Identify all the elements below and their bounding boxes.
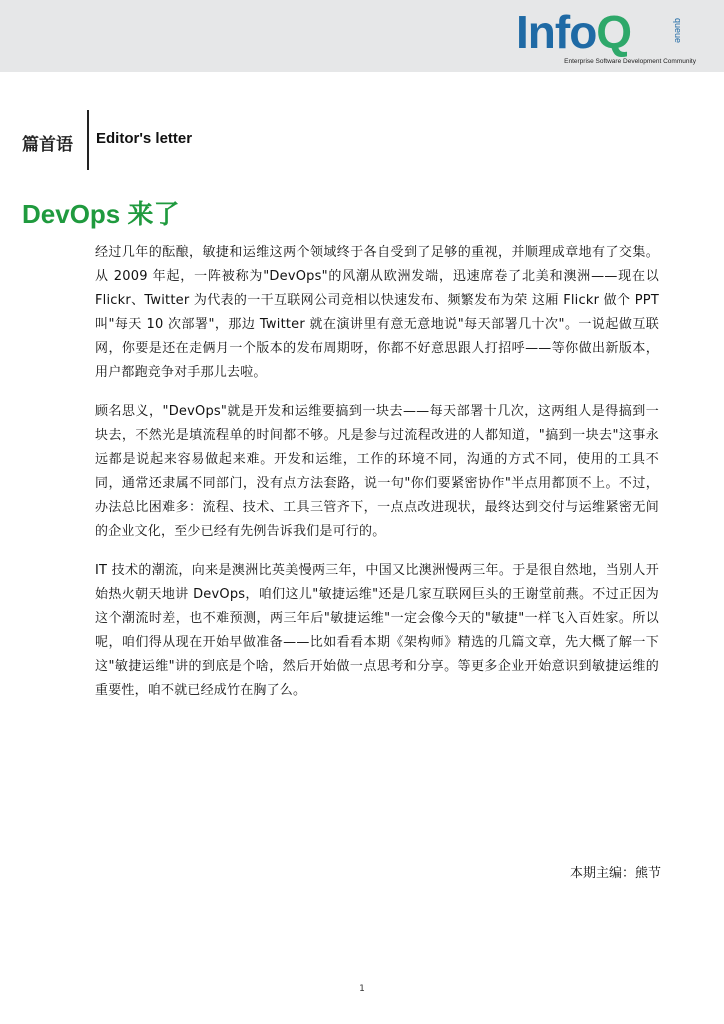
header-divider bbox=[87, 110, 89, 170]
logo-q-text: Q bbox=[596, 6, 632, 58]
logo-wordmark bbox=[516, 8, 631, 56]
logo-tagline: Enterprise Software Development Community bbox=[564, 58, 696, 65]
paragraph: 经过几年的酝酿，敏捷和运维这两个领域终于各自受到了足够的重视，并顺理成章地有了交集。从 2009 年起，一阵被称为"DevOps"的风潮从欧洲发端，迅速席卷了北美和澳洲——现在以 Flickr、Twitter 为代表的一干互联网公司竞相以快速发布、频繁发布为荣 这厢 Flickr 做个 PPT 叫"每天 10 次部署"，那边 Twitter 就在演讲里有意无意地说"每天部署几十次"。一说起做互联网，你要是还在走俩月一个版本的发布周期呀，你都不好意思跟人打招呼——等你做出新版本，用户都跑竞争对手那儿去啦。 bbox=[95, 245, 659, 380]
logo-queue-text: queue bbox=[672, 18, 683, 44]
editor-letter-heading: Editor's letter bbox=[96, 130, 193, 147]
article-body bbox=[95, 241, 659, 718]
header-band bbox=[0, 0, 724, 72]
logo-info-text: Info bbox=[516, 6, 597, 58]
page-number: 1 bbox=[359, 984, 365, 994]
paragraph: 顾名思义，"DevOps"就是开发和运维要搞到一块去——每天部署十几次，这两组人是得搞到一块去，不然光是填流程单的时间都不够。凡是参与过流程改进的人都知道，"搞到一块去"这事永远都是说起来容易做起来难。开发和运维，工作的环境不同，沟通的方式不同，使用的工具不同，通常还隶属不同部门，没有点方法套路，说一句"你们要紧密协作"半点用都顶不上。不过，办法总比困难多：流程、技术、工具三管齐下，一点点改进现状，最终达到交付与运维紧密无间的企业文化，至少已经有先例告诉我们是可行的。 bbox=[95, 404, 659, 539]
infoq-logo bbox=[516, 8, 696, 66]
editor-signature: 本期主编：熊节 bbox=[569, 866, 661, 881]
article-title: DevOps 来了 bbox=[22, 199, 180, 229]
paragraph: IT 技术的潮流，向来是澳洲比英美慢两三年，中国又比澳洲慢两三年。于是很自然地，当别人开始热火朝天地讲 DevOps，咱们这儿"敏捷运维"还是几家互联网巨头的王谢堂前燕。不过正因为这个潮流时差，也不难预测，两三年后"敏捷运维"一定会像今天的"敏捷"一样飞入百姓家。所以呢，咱们得从现在开始早做准备——比如看看本期《架构师》精选的几篇文章，先大概了解一下这"敏捷运维"讲的到底是个啥，然后开始做一点思考和分享。等更多企业开始意识到敏捷运维的重要性，咱不就已经成竹在胸了么。 bbox=[95, 563, 659, 698]
section-label: 篇首语 bbox=[22, 135, 73, 154]
